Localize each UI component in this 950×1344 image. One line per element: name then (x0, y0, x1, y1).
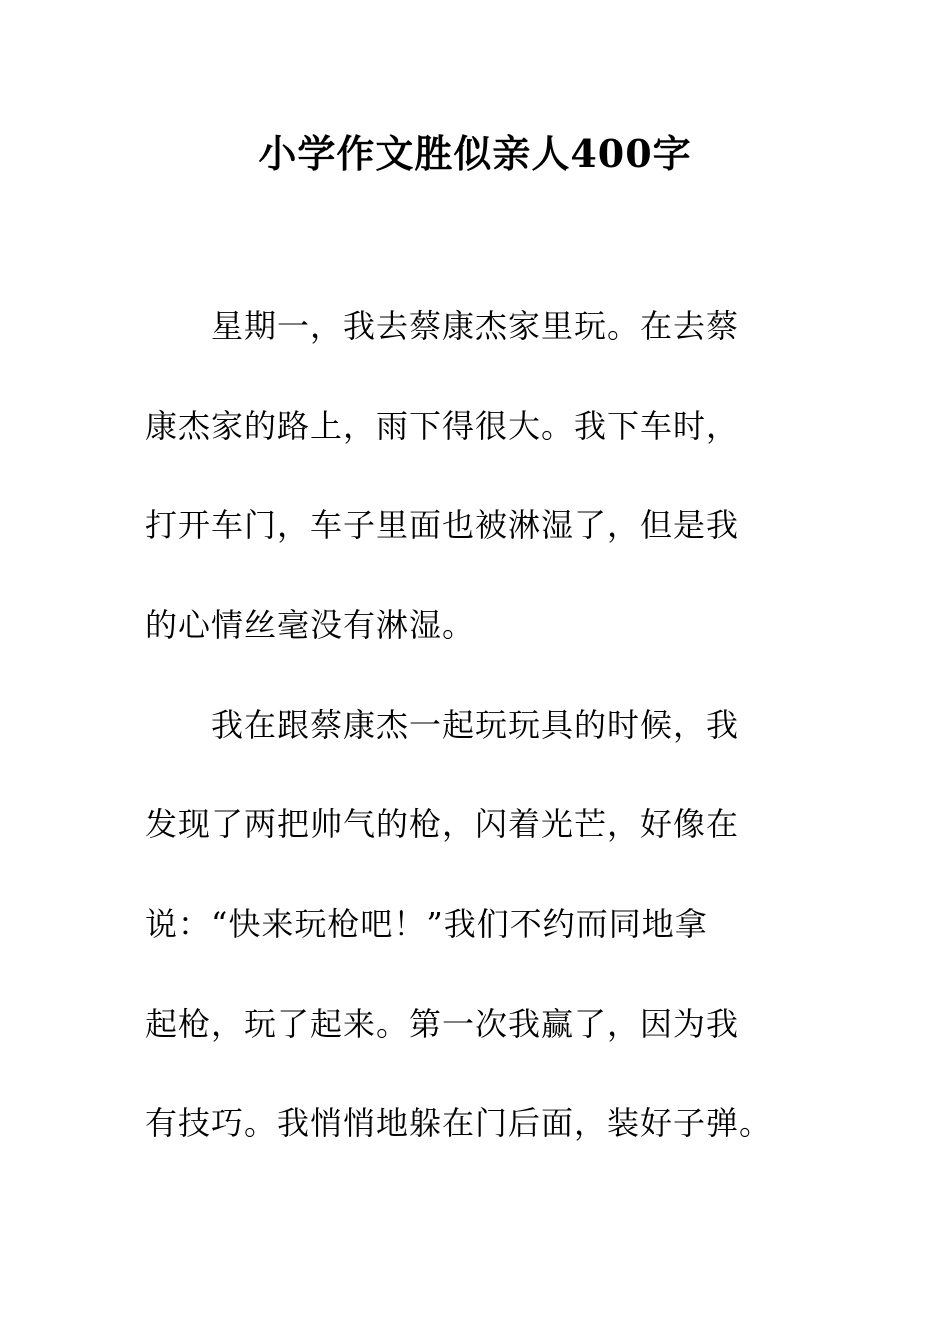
paragraph-line: 打开车门，车子里面也被淋湿了，但是我 (145, 506, 740, 544)
paragraph-line: 康杰家的路上，雨下得很大。我下车时， (145, 407, 740, 445)
paragraph-line: 我在跟蔡康杰一起玩玩具的时候，我 (145, 706, 740, 744)
paragraph-line: 有技巧。我悄悄地躲在门后面，装好子弹。 (145, 1104, 773, 1142)
paragraph-line: 说：“快来玩枪吧！”我们不约而同地拿 (145, 905, 708, 943)
paragraph-line: 起枪，玩了起来。第一次我赢了，因为我 (145, 1005, 740, 1043)
paragraph-line: 的心情丝毫没有淋湿。 (145, 606, 476, 644)
paragraph-line: 发现了两把帅气的枪，闪着光芒，好像在 (145, 805, 740, 843)
paragraph-line: 星期一，我去蔡康杰家里玩。在去蔡 (145, 307, 740, 345)
document-title: 小学作文胜似亲人400字 (258, 131, 692, 176)
